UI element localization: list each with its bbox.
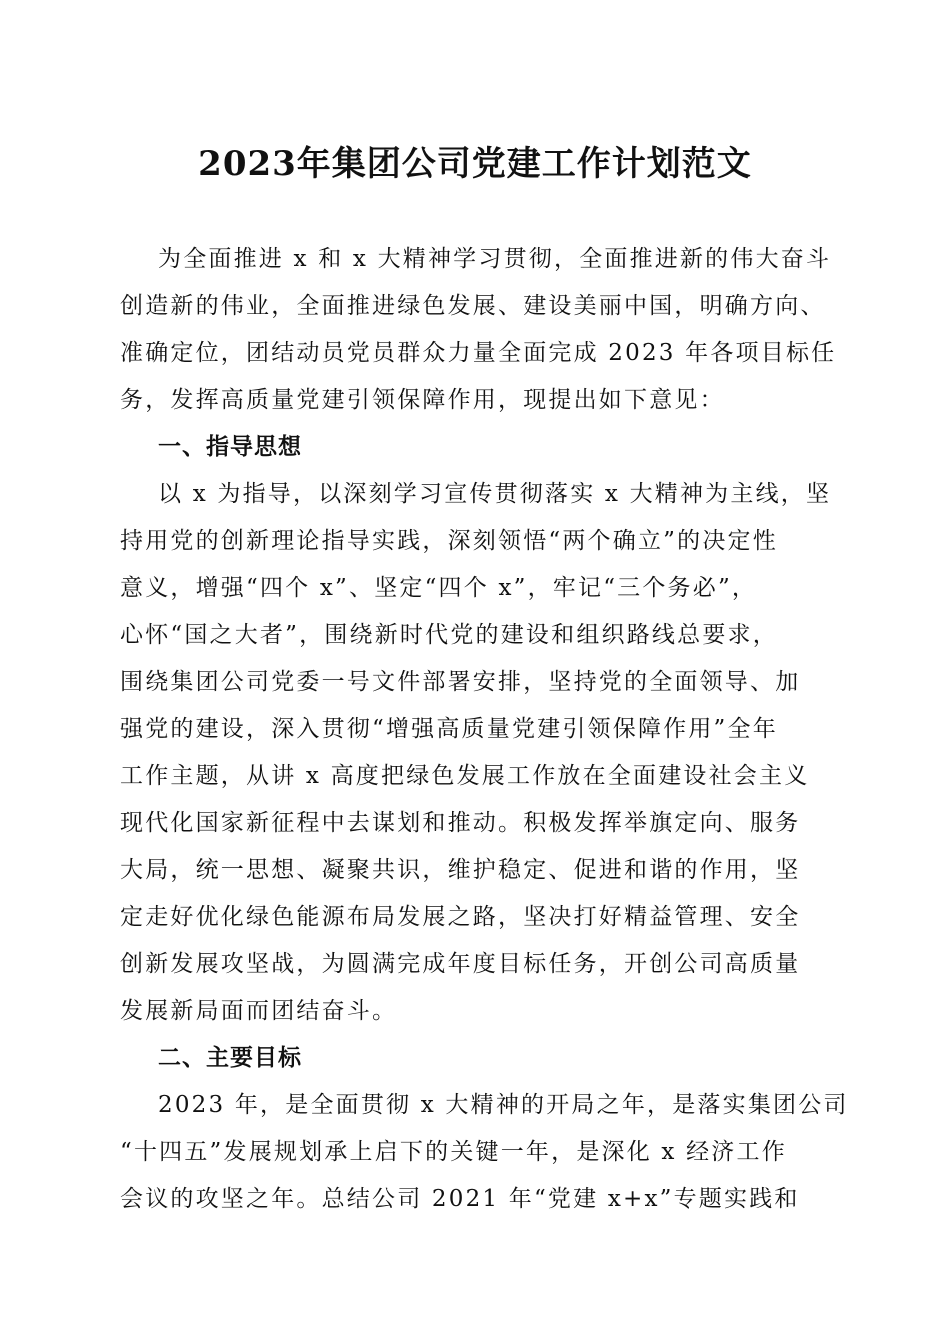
section1-line: 心怀“国之大者”，围绕新时代党的建设和组织路线总要求， <box>120 622 778 648</box>
section1-line: 意义，增强“四个 x”、坚定“四个 x”，牢记“三个务必”， <box>120 575 758 601</box>
section1-line: 工作主题，从讲 x 高度把绿色发展工作放在全面建设社会主义 <box>120 763 810 789</box>
section1-line: 以 x 为指导，以深刻学习宣传贯彻落实 x 大精神为主线，坚 <box>158 481 832 507</box>
section1-line: 定走好优化绿色能源布局发展之路，坚决打好精益管理、安全 <box>120 904 801 930</box>
section-heading-main-goals: 二、主要目标 <box>158 1045 302 1071</box>
section1-line: 强党的建设，深入贯彻“增强高质量党建引领保障作用”全年 <box>120 716 778 742</box>
intro-line: 为全面推进 x 和 x 大精神学习贯彻，全面推进新的伟大奋斗 <box>158 246 832 272</box>
document-title: 2023年集团公司党建工作计划范文 <box>198 144 752 184</box>
intro-line: 创造新的伟业，全面推进绿色发展、建设美丽中国，明确方向、 <box>120 293 826 319</box>
section1-line: 持用党的创新理论指导实践，深刻领悟“两个确立”的决定性 <box>120 528 778 554</box>
section1-line: 现代化国家新征程中去谋划和推动。积极发挥举旗定向、服务 <box>120 810 801 836</box>
section1-line: 发展新局面而团结奋斗。 <box>120 998 398 1024</box>
document-body <box>120 236 849 1223</box>
intro-line: 准确定位，团结动员党员群众力量全面完成 2023 年各项目标任 <box>120 340 837 366</box>
section1-line: 大局，统一思想、凝聚共识，维护稳定、促进和谐的作用，坚 <box>120 857 801 883</box>
section2-line: “十四五”发展规划承上启下的关键一年，是深化 x 经济工作 <box>120 1139 787 1165</box>
section1-line: 创新发展攻坚战，为圆满完成年度目标任务，开创公司高质量 <box>120 951 801 977</box>
section-heading-guiding-thought: 一、指导思想 <box>158 434 302 460</box>
section2-line: 2023 年，是全面贯彻 x 大精神的开局之年，是落实集团公司 <box>158 1092 849 1118</box>
section1-line: 围绕集团公司党委一号文件部署安排，坚持党的全面领导、加 <box>120 669 801 695</box>
intro-line: 务，发挥高质量党建引领保障作用，现提出如下意见： <box>120 387 725 413</box>
section2-line: 会议的攻坚之年。总结公司 2021 年“党建 x+x”专题实践和 <box>120 1186 800 1212</box>
